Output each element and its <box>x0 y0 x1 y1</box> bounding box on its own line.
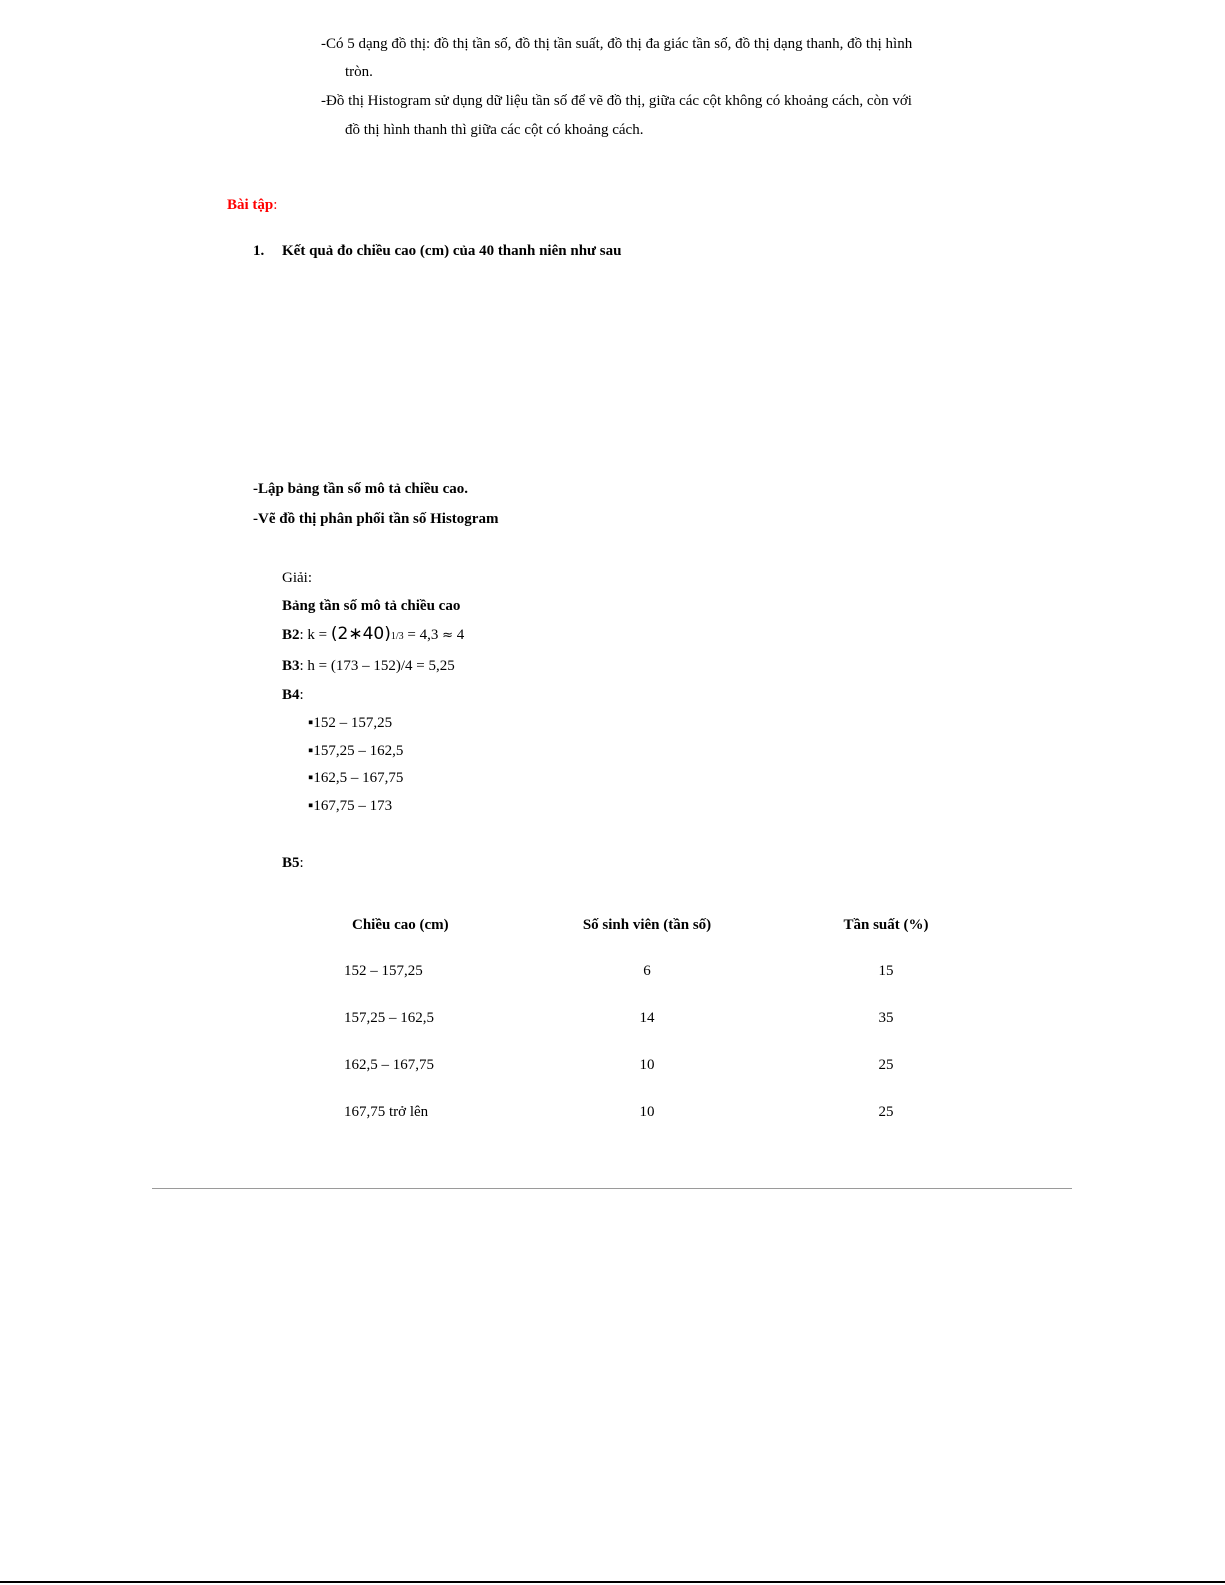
step-b3-label: B3 <box>282 658 300 674</box>
step-b4-colon: : <box>299 687 304 703</box>
interval-1: ▪152 – 157,25 <box>308 715 393 731</box>
table-cell-percent: 15 <box>878 963 894 979</box>
interval-3: ▪162,5 – 167,75 <box>308 770 404 786</box>
exercise-heading <box>227 197 277 214</box>
step-b2-label: B2 <box>282 627 300 643</box>
step-b2-paren: (2∗40) <box>330 624 391 644</box>
table-cell-height: 152 – 157,25 <box>344 963 423 979</box>
table-cell-percent: 25 <box>878 1104 894 1120</box>
interval-4: ▪167,75 – 173 <box>308 798 393 814</box>
task-frequency-table: -Lập bảng tần số mô tả chiều cao. <box>253 481 469 497</box>
step-b3 <box>282 658 455 675</box>
table-cell-percent: 35 <box>878 1010 894 1026</box>
page-bottom-border <box>0 1581 1225 1583</box>
step-b2-eq-end: = 4,3 <box>403 627 443 643</box>
table-cell-percent: 25 <box>878 1057 894 1073</box>
exercise-item-number: 1. <box>253 243 265 259</box>
table-cell-count: 14 <box>639 1010 655 1026</box>
task-histogram: -Vẽ đồ thị phân phối tần số Histogram <box>253 511 499 527</box>
intro-line-1-cont: tròn. <box>345 64 373 80</box>
step-b4-label: B4 <box>282 687 300 703</box>
approx-symbol: ≈ <box>442 628 454 643</box>
step-b2-exponent: 1/3 <box>390 631 404 642</box>
table-cell-height: 167,75 trở lên <box>344 1104 429 1120</box>
step-b3-eq: : h = (173 – 152)/4 = 5,25 <box>299 658 455 674</box>
table-cell-height: 157,25 – 162,5 <box>344 1010 434 1026</box>
table-cell-count: 10 <box>639 1104 655 1120</box>
step-b4 <box>282 687 304 704</box>
solution-label: Giải: <box>282 570 312 586</box>
interval-2: ▪157,25 – 162,5 <box>308 743 404 759</box>
step-b2-eq-start: : k = <box>299 627 331 643</box>
exercise-heading-colon: : <box>273 197 278 213</box>
solution-title: Bảng tần số mô tả chiều cao <box>282 598 461 614</box>
intro-line-2-cont: đồ thị hình thanh thì giữa các cột có khoảng cách. <box>345 122 644 138</box>
table-header-height: Chiều cao (cm) <box>352 917 449 933</box>
table-cell-count: 10 <box>639 1057 655 1073</box>
step-b5-colon: : <box>299 855 304 871</box>
step-b5-label: B5 <box>282 855 300 871</box>
intro-line-2: -Đồ thị Histogram sử dụng dữ liệu tần số để vẽ đồ thị, giữa các cột không có khoảng cách, còn với <box>321 93 912 109</box>
intro-line-1: -Có 5 dạng đồ thị: đồ thị tần số, đồ thị tần suất, đồ thị đa giác tần số, đồ thị dạng thanh, đồ thị hình <box>321 36 913 52</box>
exercise-item-text: Kết quả đo chiều cao (cm) của 40 thanh niên như sau <box>282 243 622 259</box>
table-header-count: Số sinh viên (tần số) <box>582 917 712 933</box>
step-b2 <box>282 624 464 644</box>
step-b5 <box>282 855 304 872</box>
step-b2-result: 4 <box>453 627 465 643</box>
table-header-percent: Tần suất (%) <box>843 917 929 933</box>
table-cell-height: 162,5 – 167,75 <box>344 1057 434 1073</box>
exercise-heading-text: Bài tập <box>227 197 274 213</box>
table-cell-count: 6 <box>643 963 651 979</box>
page-divider <box>152 1188 1072 1189</box>
